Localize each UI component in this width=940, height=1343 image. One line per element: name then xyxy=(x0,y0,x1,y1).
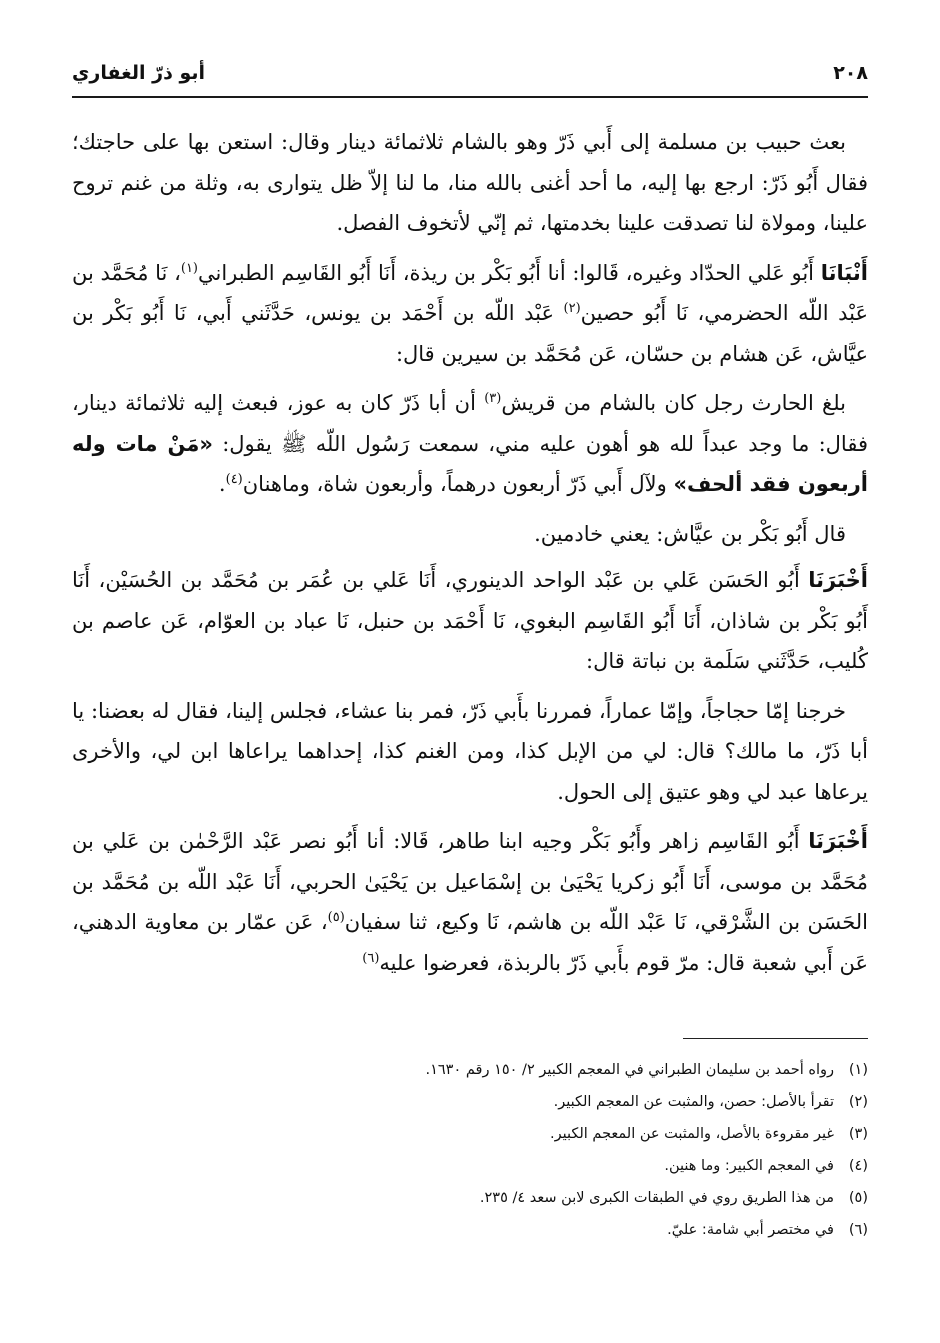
paragraph-1 xyxy=(72,122,868,244)
lead-word-anbana: أَنْبَانَا xyxy=(820,260,868,285)
footnote-number: (٣) xyxy=(848,1126,868,1142)
paragraph-text: خرجنا إمّا حجاجاً، وإمّا عماراً، فمررنا بأَبي ذَرّ، فمر بنا عشاء، فجلس إلينا، فقال له بعضنا: يا أبا ذَرّ، ما مالك؟ قال: لي من الإبل كذا، ومن الغنم كذا، إحداهما يراعاها ابن لي، والأخرى يرعاها عبد لي وهو عتيق إلى الحول. xyxy=(72,698,868,804)
paragraph-2-isnad xyxy=(72,253,868,375)
paragraph-text: عَبْد اللّه بن أَحْمَد بن يونس، حَدَّثَني أَبي، نَا أَبُو بَكْر بن عيَّاش، عَن هشام بن حسّان، عَن مُحَمَّد بن سيرين قال: xyxy=(72,301,868,366)
paragraph-5-isnad xyxy=(72,560,868,682)
footnote-text: من هذا الطريق روي في الطبقات الكبرى لابن سعد ٤/ ٢٣٥. xyxy=(479,1190,834,1206)
footnote-item xyxy=(72,1150,868,1182)
paragraph-text: ، نَا مُحَمَّد بن عَبْد اللّه الحضرمي، نَا أَبُو حصين xyxy=(72,260,868,325)
paragraph-text: . xyxy=(218,472,226,496)
footnote-text: تقرأ بالأصل: حصن، والمثبت عن المعجم الكبير. xyxy=(553,1094,834,1110)
footnote-marker-5[interactable]: (٥) xyxy=(327,910,345,925)
footnote-text: في مختصر أبي شامة: عليّ. xyxy=(667,1222,834,1238)
footnote-item xyxy=(72,1086,868,1118)
footnote-marker-1[interactable]: (١) xyxy=(180,260,198,276)
footnotes xyxy=(72,1054,868,1246)
main-text xyxy=(72,122,868,992)
page-number: ٢٠٨ xyxy=(833,62,868,84)
footnote-number: (١) xyxy=(848,1062,868,1078)
footnote-marker-6[interactable]: (٦) xyxy=(362,950,380,966)
footnote-item xyxy=(72,1214,868,1246)
paragraph-text: بعث حبيب بن مسلمة إلى أَبي ذَرّ وهو بالشام ثلاثمائة دينار وقال: استعن بها على حاجتك؛ فقال أَبُو ذَرّ: ارجع بها إليه، ما أحد أغنى بالله منا، ما لنا إلاّ ظل يتوارى به، وثلة من غنم تروح علينا، ومولاة لنا تصدقت علينا بخدمتها، ثم إنّي لأتخوف الفصل. xyxy=(72,130,868,235)
lead-word-akhbarana: أَخْبَرَنَا xyxy=(808,568,868,592)
paragraph-6 xyxy=(72,691,868,813)
footnote-number: (٥) xyxy=(848,1190,868,1206)
page-header xyxy=(72,58,868,98)
footnote-number: (٢) xyxy=(848,1094,868,1110)
paragraph-text: بلغ الحارث رجل كان بالشام من قريش xyxy=(501,391,846,415)
running-title: أبو ذرّ الغفاري xyxy=(72,62,206,84)
footnote-item xyxy=(72,1118,868,1150)
footnote-marker-2[interactable]: (٢) xyxy=(563,301,581,316)
footnote-text: في المعجم الكبير: وما هنين. xyxy=(664,1158,834,1174)
paragraph-text: ، عَن عمّار بن معاوية الدهني، عَن أَبي شعبة قال: مرّ قوم بأَبي ذَرّ بالربذة، فعرضوا عليه xyxy=(72,910,868,975)
footnote-marker-4[interactable]: (٤) xyxy=(225,472,243,487)
footnote-number: (٤) xyxy=(848,1158,868,1174)
paragraph-text: ولآل أَبي ذَرّ أربعون درهماً، وأربعون شاة، وماهنان xyxy=(242,472,674,496)
lead-word-akhbarana: أَخْبَرَنَا xyxy=(808,829,868,853)
paragraph-text: أَبُو الحَسَن عَلي بن عَبْد الواحد الدينوري، أَنَا عَلي بن عُمَر بن مُحَمَّد بن الحُسَيْن، أَنَا أَبُو بَكْر بن شاذان، أَنَا أَبُو القَاسِم البغوي، نَا أَحْمَد بن حنبل، نَا عباد بن العوّام، عَن عاصم بن كُليب، حَدَّثَني سَلَمة بن نباتة قال: xyxy=(72,568,868,673)
footnote-text: غير مقروءة بالأصل، والمثبت عن المعجم الكبير. xyxy=(550,1126,834,1142)
footnote-divider xyxy=(683,1038,868,1039)
paragraph-text: قال أَبُو بَكْر بن عيَّاش: يعني خادمين. xyxy=(534,521,846,546)
paragraph-3 xyxy=(72,383,868,505)
footnote-item xyxy=(72,1054,868,1086)
paragraph-7-isnad xyxy=(72,821,868,983)
footnote-text: رواه أحمد بن سليمان الطبراني في المعجم الكبير ٢/ ١٥٠ رقم ١٦٣٠. xyxy=(425,1062,834,1078)
paragraph-text: أن أبا ذَرّ كان به عوز، فبعث إليه ثلاثمائة دينار، فقال: ما وجد عبداً لله هو أهون عليه مني، سمعت رَسُول اللّه ﷺ يقول: xyxy=(72,391,868,456)
paragraph-text: أَبُو عَلي الحدّاد وغيره، قَالوا: أنا أَبُو بَكْر بن ريذة، أَنَا أَبُو القَاسِم الطبراني xyxy=(198,260,821,285)
footnote-marker-3[interactable]: (٣) xyxy=(484,391,502,406)
hadith-quote: «مَنْ مات وله أربعون فقد ألحف» xyxy=(72,431,868,496)
footnote-number: (٦) xyxy=(848,1222,868,1238)
footnote-item xyxy=(72,1182,868,1214)
paragraph-text: أَبُو القَاسِم زاهر وأَبُو بَكْر وجيه ابنا طاهر، قَالا: أنا أَبُو نصر عَبْد الرَّحْمٰن بن عَلي بن مُحَمَّد بن موسى، أَنَا أَبُو زكريا يَحْيَىٰ بن إسْمَاعيل بن يَحْيَىٰ الحربي، أَنَا عَبْد اللّه بن مُحَمَّد بن الحَسَن بن الشَّرْقي، نَا عَبْد اللّه بن هاشم، نَا وكيع، ثنا سفيان xyxy=(72,829,869,934)
paragraph-4 xyxy=(72,514,868,555)
